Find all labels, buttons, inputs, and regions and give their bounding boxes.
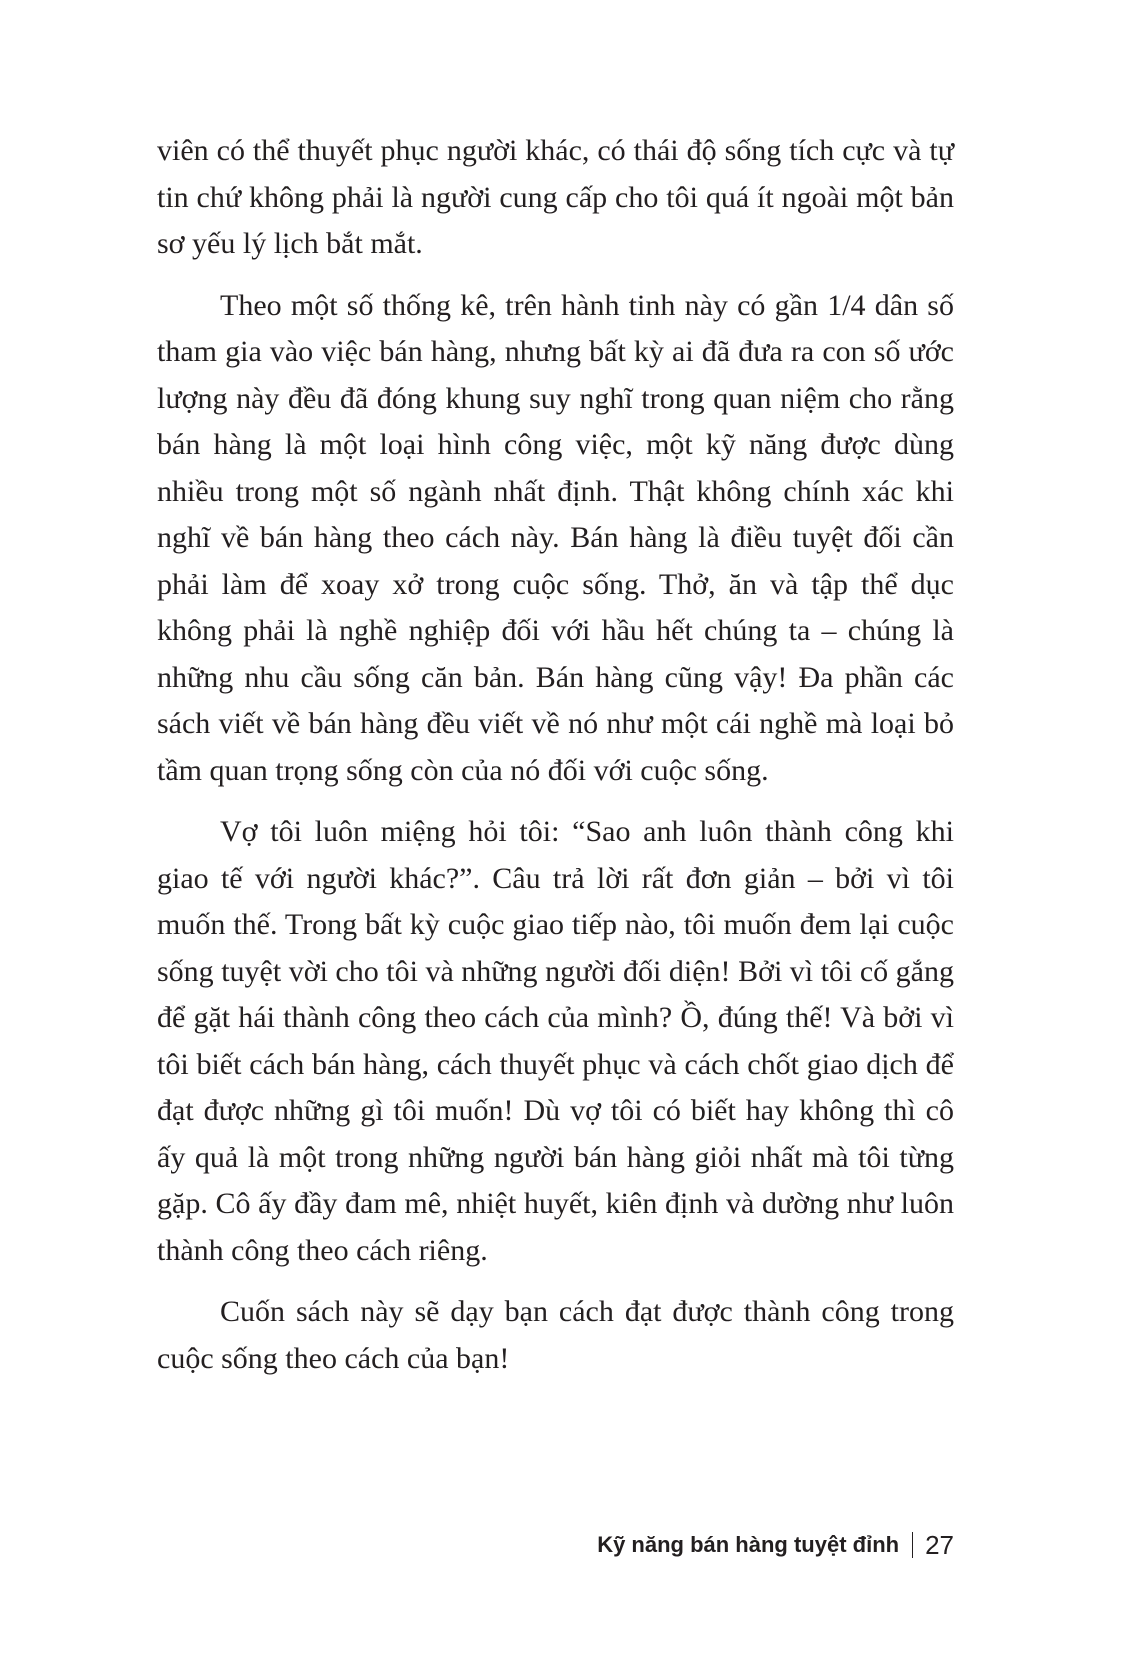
body-text xyxy=(157,128,954,1397)
page-footer xyxy=(597,1525,954,1565)
paragraph-continuation: viên có thể thuyết phục người khác, có thái độ sống tích cực và tự tin chứ không phải là người cung cấp cho tôi quá ít ngoài một bản sơ yếu lý lịch bắt mắt. xyxy=(157,134,954,260)
paragraph-closing: Cuốn sách này sẽ dạy bạn cách đạt được thành công trong cuộc sống theo cách của bạn! xyxy=(157,1295,954,1375)
page-number: 27 xyxy=(925,1529,954,1560)
footer-separator xyxy=(912,1532,913,1558)
paragraph-wife: Vợ tôi luôn miệng hỏi tôi: “Sao anh luôn thành công khi giao tế với người khác?”. Câu trả lời rất đơn giản – bởi vì tôi muốn thế. Trong bất kỳ cuộc giao tiếp nào, tôi muốn đem lại cuộc sống tuyệt vời cho tôi và những người đối diện! Bởi vì tôi cố gắng để gặt hái thành công theo cách của mình? Ồ, đúng thế! Và bởi vì tôi biết cách bán hàng, cách thuyết phục và cách chốt giao dịch để đạt được những gì tôi muốn! Dù vợ tôi có biết hay không thì cô ấy quả là một trong những người bán hàng giỏi nhất mà tôi từng gặp. Cô ấy đầy đam mê, nhiệt huyết, kiên định và dường như luôn thành công theo cách riêng. xyxy=(157,815,954,1267)
paragraph-statistics: Theo một số thống kê, trên hành tinh này có gần 1/4 dân số tham gia vào việc bán hàng, nhưng bất kỳ ai đã đưa ra con số ước lượng này đều đã đóng khung suy nghĩ trong quan niệm cho rằng bán hàng là một loại hình công việc, một kỹ năng được dùng nhiều trong một số ngành nhất định. Thật không chính xác khi nghĩ về bán hàng theo cách này. Bán hàng là điều tuyệt đối cần phải làm để xoay xở trong cuộc sống. Thở, ăn và tập thể dục không phải là nghề nghiệp đối với hầu hết chúng ta – chúng là những nhu cầu sống căn bản. Bán hàng cũng vậy! Đa phần các sách viết về bán hàng đều viết về nó như một cái nghề mà loại bỏ tầm quan trọng sống còn của nó đối với cuộc sống. xyxy=(157,288,954,787)
running-title: Kỹ năng bán hàng tuyệt đỉnh xyxy=(597,1532,900,1557)
